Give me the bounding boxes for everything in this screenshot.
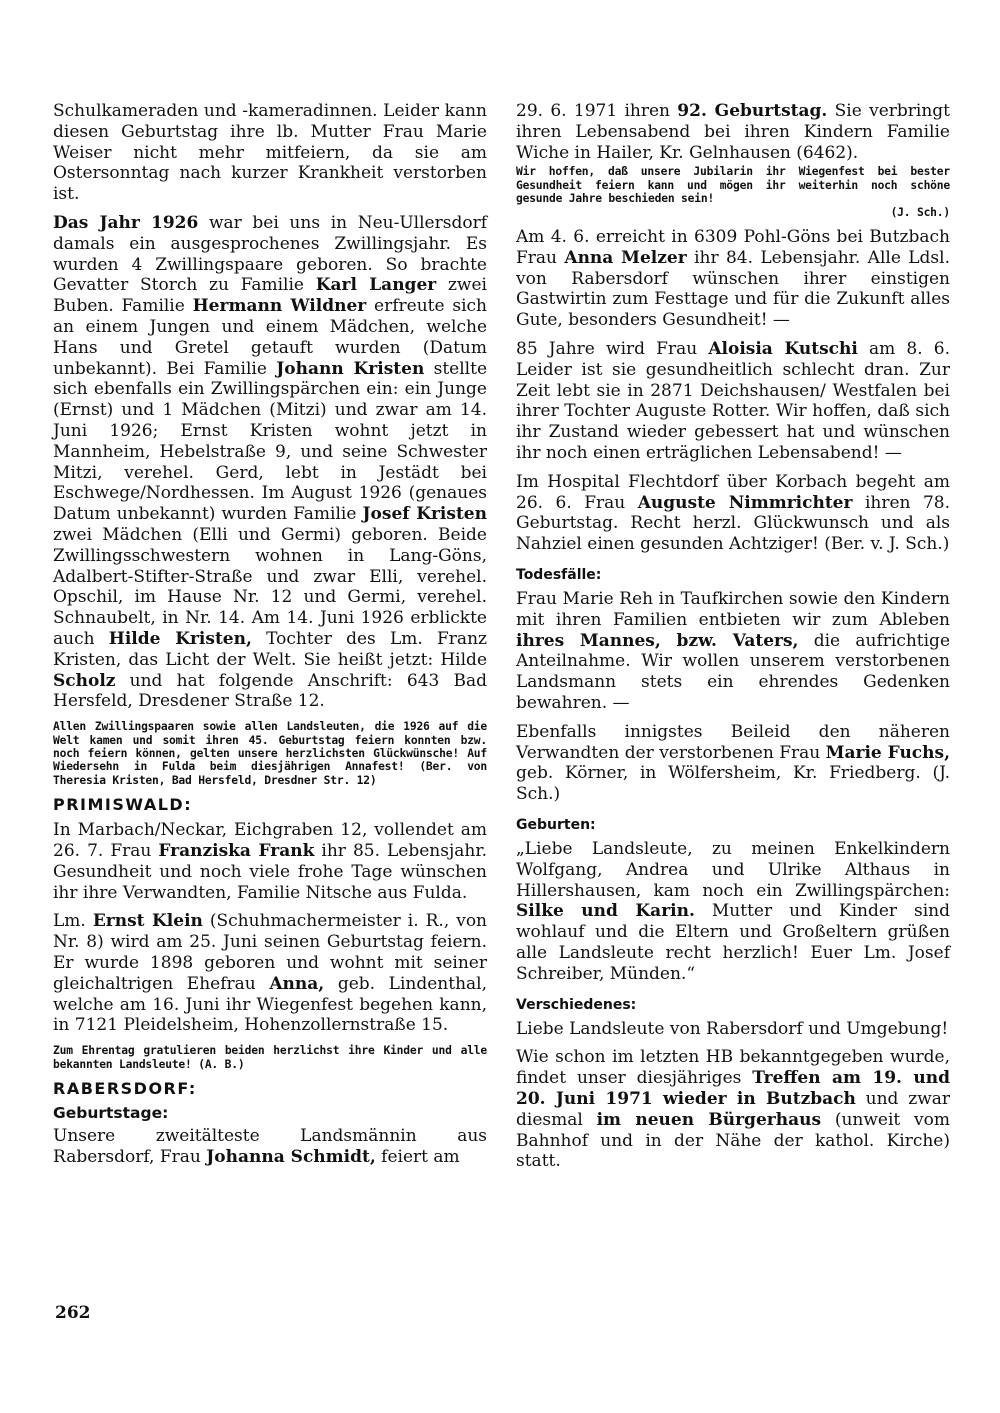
bold-text: Auguste Nimmrichter <box>637 492 853 513</box>
bold-text: ihres Mannes, bzw. Vaters, <box>516 630 799 651</box>
text: geb. Lindenthal, welche am 16. Juni ihr Wiegenfest begehen kann, in 7121 Pleidelsheim, Hohenzollernstraße 15. <box>53 973 488 1036</box>
paragraph <box>53 213 487 712</box>
bold-text: Anna Melzer <box>564 247 687 268</box>
bold-text: im neuen Bürgerhaus <box>596 1109 822 1130</box>
bold-text: Johann Kristen <box>276 358 425 379</box>
text: ihr 85. Lebensjahr. Gesundheit und noch viele frohe Tage wünschen ihr ihre Verwandten, Familie Nitsche aus Fulda. <box>53 840 487 903</box>
text: Wie schon im letzten HB bekanntgegeben wurde, findet unser diesjähriges <box>516 1047 950 1089</box>
subheading-todesfaelle: Todesfälle: <box>516 566 602 583</box>
paragraph <box>516 472 950 555</box>
bold-text: Johanna Schmidt, <box>206 1146 376 1167</box>
bold-text: Aloisia Kutschi <box>708 339 858 359</box>
text: zwei Mädchen (Elli und Germi) geboren. Beide Zwillingsschwestern wohnen in Lang-Göns, Adalbert-Stifter-Straße und zwar Elli, verehel. Opschil, im Hause Nr. 12 und Germi, verehel. Schnaubelt, in Nr. 14. Am 14. Juni 1926 erblickte auch <box>53 524 487 649</box>
paragraph <box>53 1126 487 1168</box>
bold-text: Karl Langer <box>315 275 437 296</box>
paragraph <box>516 339 950 464</box>
bold-text: Hermann Wildner <box>192 296 367 317</box>
section-heading-primiswald: PRIMISWALD: <box>53 795 193 815</box>
bold-text: Scholz <box>53 670 116 691</box>
text: Frau Marie Reh in Taufkirchen sowie den Kindern mit ihren Familien entbieten wir zum Ableben <box>516 588 950 630</box>
right-column <box>516 101 950 1180</box>
bold-text: Silke und Karin. <box>516 901 695 922</box>
paragraph <box>516 101 950 163</box>
bold-text: Anna, <box>269 973 325 994</box>
text: Am 4. 6. erreicht in 6309 Pohl-Göns bei Butzbach Frau <box>516 227 950 268</box>
paragraph <box>516 722 950 805</box>
text: Tochter des Lm. Franz Kristen, das Licht der Welt. Sie heißt jetzt: Hilde <box>53 628 487 670</box>
text: erfreute sich an einem Jungen und einem Mädchen, welche Hans und Gretel getauft wurden (Datum unbekannt). Bei Familie <box>53 296 487 379</box>
bold-text: Franziska Frank <box>158 840 315 861</box>
small-print-note: Wir hoffen, daß unsere Jubilarin ihr Wiegenfest bei bester Gesundheit feiern kann und mögen ihr weiterhin noch schöne gesunde Jahre beschieden sein! <box>516 165 950 206</box>
text: 29. 6. 1971 ihren <box>516 101 678 121</box>
text: Lm. <box>53 911 93 932</box>
text: Mutter und Kinder sind wohlauf und die Eltern und Großeltern grüßen alle Landsleute recht herzlich! Euer Lm. Josef Schreiber, Münden.“ <box>516 901 951 984</box>
bold-text: Marie Fuchs, <box>825 742 951 763</box>
text: am 8. 6. Leider ist sie gesundheitlich schlecht dran. Zur Zeit lebt sie in 2871 Deichshausen/ Westfalen bei ihrer Tochter Auguste Rotter. Wir hoffen, daß sich ihr Zustand wieder gebessert hat und wünschen ihr noch einen erträglichen Lebensabend! — <box>516 339 950 463</box>
text: feiert am <box>375 1146 460 1167</box>
small-print-note: Zum Ehrentag gratulieren beiden herzlichst ihre Kinder und alle bekannten Landsleute! (A. B.) <box>53 1044 487 1071</box>
text: In Marbach/Neckar, Eichgraben 12, vollendet am 26. 7. Frau <box>53 820 487 861</box>
text: und zwar diesmal <box>516 1088 951 1130</box>
text: geb. Körner, in Wölfersheim, Kr. Friedberg. (J. Sch.) <box>516 763 950 805</box>
text: und hat folgende Anschrift: 643 Bad Hersfeld, Dresdener Straße 12. <box>53 670 487 712</box>
paragraph: Schulkameraden und -kameradinnen. Leider kann diesen Geburtstag ihre lb. Mutter Frau Marie Weiser nicht mehr mitfeiern, da sie am Ostersonntag nach kurzer Krankheit verstorben ist. <box>53 101 487 205</box>
text: die aufrichtige Anteilnahme. Wir wollen unserem verstorbenen Landsmann stets ein ehrendes Gedenken bewahren. — <box>516 630 950 713</box>
section-heading-rabersdorf: RABERSDORF: <box>53 1078 197 1098</box>
page-number: 262 <box>55 1303 91 1323</box>
text: „Liebe Landsleute, zu meinen Enkelkindern Wolfgang, Andrea und Ulrike Althaus in Hillershausen, kam noch ein Zwillingspärchen: <box>516 838 950 901</box>
bold-text: Ernst Klein <box>92 911 203 932</box>
paragraph <box>53 820 487 903</box>
text: (Schuhmachermeister i. R., von Nr. 8) wird am 25. Juni seinen Geburtstag feiern. Er wurde 1898 geboren und wohnt mit seiner gleichaltrigen Ehefrau <box>53 911 488 994</box>
bold-text: Hilde Kristen, <box>108 628 252 649</box>
paragraph <box>53 911 487 1036</box>
paragraph <box>516 1047 950 1172</box>
text: 85 Jahre wird Frau <box>516 339 709 359</box>
bold-text: Treffen am 19. und 20. Juni 1971 wieder in Butzbach <box>516 1068 950 1109</box>
text: Ebenfalls innigstes Beileid den näheren Verwandten der verstorbenen Frau <box>516 721 950 763</box>
bold-text: Das Jahr 1926 <box>53 212 199 233</box>
text: Unsere zweitälteste Landsmännin aus Rabersdorf, Frau <box>53 1125 487 1167</box>
text: war bei uns in Neu-Ullersdorf damals ein ausgesprochenes Zwillingsjahr. Es wurden 4 Zwillingspaare geboren. So brachte Gevatter Storch zu Familie <box>53 212 487 296</box>
text: ihren 78. Geburtstag. Recht herzl. Glückwunsch und als Nahziel einen gesunden Achtziger! (Ber. v. J. Sch.) <box>516 492 950 555</box>
subheading-verschiedenes: Verschiedenes: <box>516 996 637 1013</box>
text: Im Hospital Flechtdorf über Korbach begeht am 26. 6. Frau <box>516 471 950 513</box>
left-column <box>53 101 487 1176</box>
text: stellte sich ebenfalls ein Zwillingspärchen ein: ein Junge (Ernst) und 1 Mädchen (Mitzi) und zwar am 14. Juni 1926; Ernst Kristen wohnt jetzt in Mannheim, Hebelstraße 9, und seine Schwester Mitzi, verehel. Gerd, lebt in Jestädt bei Eschwege/Nordhessen. Im August 1926 (genaues Datum unbekannt) wurden Familie <box>53 358 487 525</box>
subheading-geburtstage: Geburtstage: <box>53 1103 169 1122</box>
bold-text: Josef Kristen <box>362 504 487 525</box>
paragraph: Liebe Landsleute von Rabersdorf und Umgebung! <box>516 1018 949 1039</box>
text: (unweit vom Bahnhof und in der Nähe der kathol. Kirche) statt. <box>516 1109 950 1172</box>
text: zwei Buben. Familie <box>53 275 487 317</box>
subheading-geburten: Geburten: <box>516 816 596 833</box>
signature: (J. Sch.) <box>890 205 950 219</box>
text: ihr 84. Lebensjahr. Alle Ldsl. von Rabersdorf wünschen ihrer einstigen Gastwirtin zum Festtage und für die Zukunft alles Gute, besonders Gesundheit! — <box>516 247 950 331</box>
paragraph <box>516 589 950 714</box>
bold-text: 92. Geburtstag. <box>677 101 828 121</box>
paragraph <box>516 839 950 985</box>
text: Sie verbringt ihren Lebensabend bei ihren Kindern Familie Wiche in Hailer, Kr. Gelnhausen (6462). <box>516 101 950 163</box>
paragraph <box>516 227 950 331</box>
small-print-note: Allen Zwillingspaaren sowie allen Landsleuten, die 1926 auf die Welt kamen und somit ihren 45. Geburtstag feiern konnten bzw. noch feiern können, gelten unsere herzlichsten Glückwünsche! Auf Wiedersehn in Fulda beim diesjährigen Annafest! (Ber. von Theresia Kristen, Bad Hersfeld, Dresdner Str. 12) <box>53 720 487 787</box>
